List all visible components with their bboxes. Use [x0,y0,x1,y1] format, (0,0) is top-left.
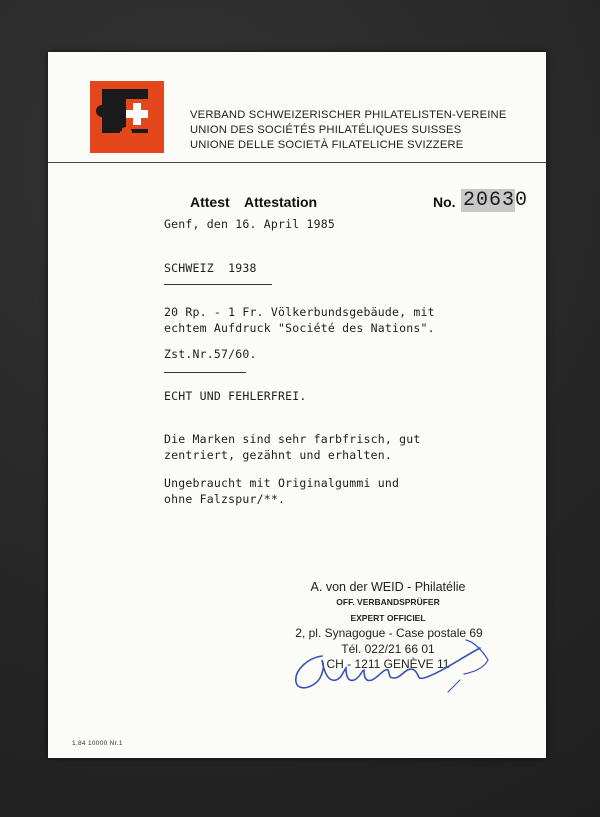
separator-line [164,284,272,285]
certificate-number: 20630 [463,189,529,212]
condition-line-2: zentriert, gezähnt und erhalten. [164,448,392,462]
expert-title: OFF. VERBANDSPRÜFER [336,597,440,607]
condition-line-1: Die Marken sind sehr farbfrisch, gut [164,432,421,446]
handwritten-signature [288,620,498,705]
expert-name: A. von der WEID - Philatélie [310,580,466,594]
expert-phone: Tél. 022/21 66 01 [341,642,435,656]
expert-city: CH - 1211 GENÈVE 11 [326,657,450,671]
certificate-sheet [48,52,546,758]
print-code: 1.84 10000 Nr.1 [72,740,123,747]
separator-line [164,372,246,373]
gum-line-2: ohne Falzspur/**. [164,492,286,506]
catalogue-number: Zst.Nr.57/60. [164,347,257,361]
header-divider [48,162,546,163]
title-attestation: Attestation [244,194,318,210]
place-date: Genf, den 16. April 1985 [164,217,335,231]
country-year: SCHWEIZ 1938 [164,261,257,275]
association-names [190,108,507,153]
stamp-description-line-2: echtem Aufdruck "Société des Nations". [164,321,435,335]
stamp-description-line-1: 20 Rp. - 1 Fr. Völkerbundsgebäude, mit [164,305,435,319]
certificate-number-label: No. [433,194,456,210]
gum-line-1: Ungebraucht mit Originalgummi und [164,476,400,490]
association-name-de: VERBAND SCHWEIZERISCHER PHILATELISTEN-VEREINE [190,109,507,121]
title-attest: Attest [190,194,230,210]
expert-address: 2, pl. Synagogue - Case postale 69 [295,626,483,640]
expert-title-fr: EXPERT OFFICIEL [350,613,426,623]
swiss-cross-logo [90,81,164,153]
association-name-it: UNIONE DELLE SOCIETÀ FILATELICHE SVIZZERE [190,139,464,151]
association-name-fr: UNION DES SOCIÉTÉS PHILATÉLIQUES SUISSES [190,124,462,136]
verdict: ECHT UND FEHLERFREI. [164,389,307,403]
